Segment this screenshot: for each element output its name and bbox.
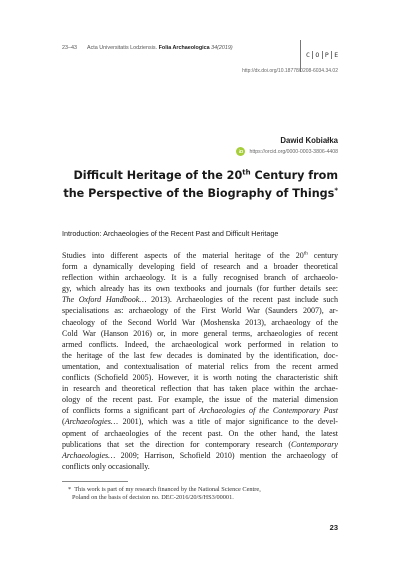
text-line: ology of the recent past. For example, the issue of the material dimension xyxy=(62,395,338,405)
author-name: Dawid Kobiałka xyxy=(280,136,338,145)
footnote-rule xyxy=(62,481,128,482)
orcid-link[interactable]: https://orcid.org/0000-0003-3806-4408 xyxy=(249,148,338,155)
journal-citation: Acta Universitatis Lodziensis. Folia Archaeologica 34(2019) xyxy=(87,45,233,51)
journal-issue: 34(2019) xyxy=(211,45,233,51)
text-line: (Archaeologies… 2001), which was a title of major significance to the devel- xyxy=(62,417,338,427)
text-line: Archaeologies… 2009; Harrison, Schofield 2010) mention the archaeology of xyxy=(62,450,338,460)
section-heading: Introduction: Archaeologies of the Recent Past and Difficult Heritage xyxy=(62,229,279,238)
text-line: in research and theoretical reflection that has taken place within the archae- xyxy=(62,384,338,394)
text-line: specialisations as: archaeology of the First World War (Saunders 2007), ar- xyxy=(62,306,338,316)
body-paragraph xyxy=(62,250,338,472)
page-number: 23 xyxy=(329,523,338,532)
orcid-icon: iD xyxy=(236,147,245,156)
page-range: 23–43 xyxy=(62,45,77,51)
text-line: publications that set the direction for contemporary research (Contemporary xyxy=(62,439,338,449)
text-line: gy, which already has its own textbooks and journals (for further details see: xyxy=(62,284,338,294)
text-line: conflicts only occasionally. xyxy=(62,461,150,471)
text-line: conflicts (Schofield 2005). However, it is worth noting the characteristic shift xyxy=(62,373,338,383)
orcid-row xyxy=(236,147,338,156)
journal-name: Folia Archaeologica xyxy=(158,45,210,51)
footnote-mark: * xyxy=(68,486,72,493)
text-line: form a dynamically developing field of research and a broader theoretical xyxy=(62,262,338,272)
article-title: Difficult Heritage of the 20th Century from the Perspective of the Biography of Things* xyxy=(63,168,338,200)
text-line: The Oxford Handbook… 2013). Archaeologies of the recent past include such xyxy=(62,295,338,305)
text-line: umentation, and contextualisation of material relics from the recent armed xyxy=(62,361,338,371)
text-line: of conflicts forms a significant part of Archaeologies of the Contemporary Past xyxy=(62,406,338,416)
running-header xyxy=(62,45,338,51)
cope-logo: C O P E xyxy=(306,51,339,59)
text-line: Cold War (Hanson 2016) or, in more general terms, archaeologies of recent xyxy=(62,328,338,338)
text-line: armed conflicts. Indeed, the archaeological work performed in relation to xyxy=(62,339,338,349)
text-line: Studies into different aspects of the material heritage of the 20th century xyxy=(62,251,339,260)
doi-link[interactable]: http://dx.doi.org/10.18778/0208-6034.34.02 xyxy=(242,68,338,74)
text-line: the heritage of the last few decades is dominated by the identification, doc- xyxy=(62,350,338,360)
text-line: opment of archaeologies of the recent past. On the other hand, the latest xyxy=(62,428,338,438)
footnote: * This work is part of my research financed by the National Science Centre, Poland on the basis of decision no. DEC-2016/20/S/HS3/00001. xyxy=(68,486,261,502)
text-line: reflection within archaeology. It is a fully recognised branch of archaeolo- xyxy=(62,273,338,283)
text-line: chaeology of the Second World War (Moshenska 2013), archaeology of the xyxy=(62,317,338,327)
